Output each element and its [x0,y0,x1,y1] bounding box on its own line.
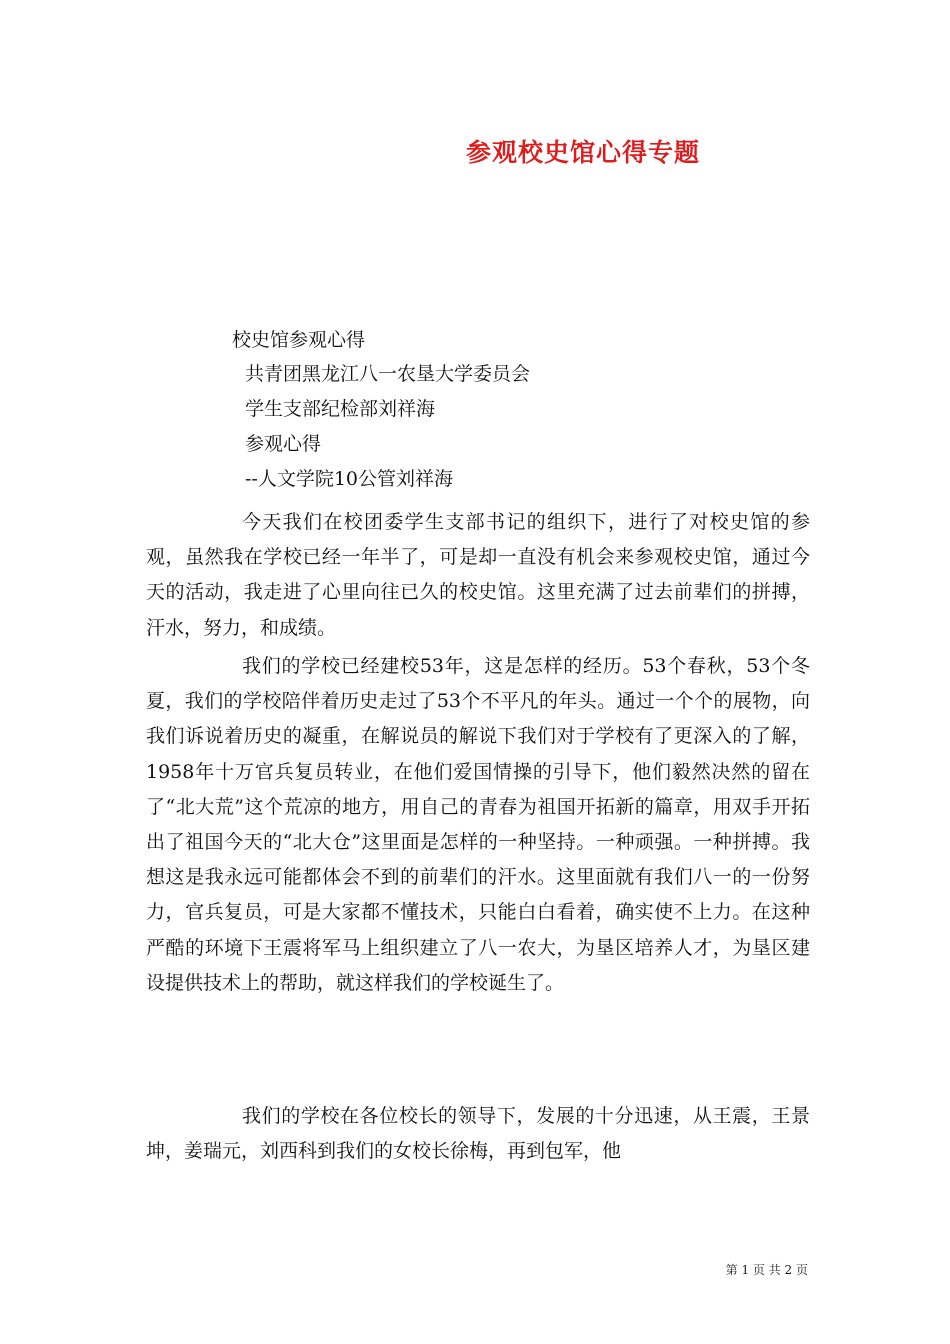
paragraph-1: 今天我们在校团委学生支部书记的组织下，进行了对校史馆的参观，虽然我在学校已经一年半了，可是却一直没有机会来参观校史馆，通过今天的活动，我走进了心里向往已久的校史馆。这里充满了过去前辈们的拼搏，汗水，努力，和成绩。 [146,511,810,639]
header-line-subtitle: 参观心得 [245,433,322,455]
paragraph-2: 我们的学校已经建校53年，这是怎样的经历。53个春秋，53个冬夏，我们的学校陪伴着历史走过了53个不平凡的年头。通过一个个的展物，向我们诉说着历史的凝重，在解说员的解说下我们对于学校有了更深入的了解，1958年十万官兵复员转业，在他们爱国情操的引导下，他们毅然决然的留在了“北大荒”这个荒凉的地方，用自己的青春为祖国开拓新的篇章，用双手开拓出了祖国今天的“北大仓”这里面是怎样的一种坚持。一种顽强。一种拼搏。我想这是我永远可能都体会不到的前辈们的汗水。这里面就有我们八一的一份努力，官兵复员，可是大家都不懂技术，只能白白看着，确实使不上力。在这种严酷的环境下王震将军马上组织建立了八一农大，为垦区培养人才，为垦区建设提供技术上的帮助，就这样我们的学校诞生了。 [146,655,810,994]
paragraph-3: 我们的学校在各位校长的领导下，发展的十分迅速，从王震，王景坤，姜瑞元，刘西科到我们的女校长徐梅，再到包军，他 [146,1105,810,1163]
header-line-organization: 共青团黑龙江八一农垦大学委员会 [245,363,531,385]
header-line-department: 学生支部纪检部刘祥海 [245,398,436,420]
header-line-author: --人文学院10公管刘祥海 [245,468,454,490]
page-number: 第 1 页 共 2 页 [725,1263,808,1277]
header-line-heading: 校史馆参观心得 [232,329,366,351]
document-title: 参观校史馆心得专题 [465,138,700,167]
